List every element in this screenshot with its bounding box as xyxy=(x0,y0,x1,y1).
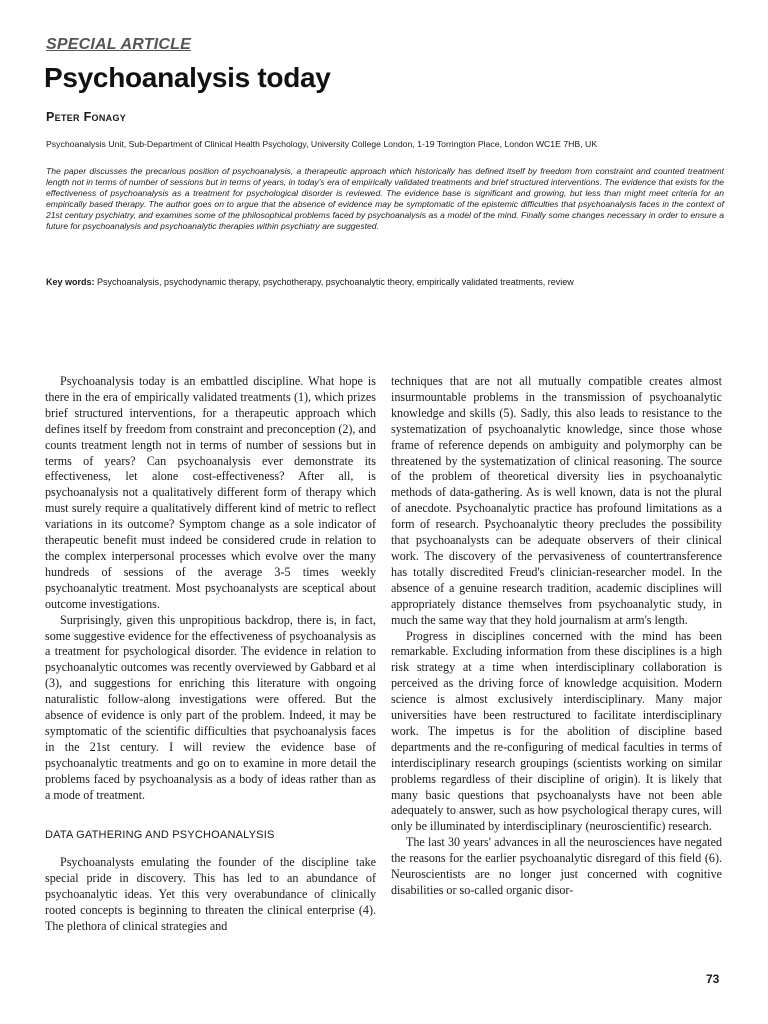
section-label: SPECIAL ARTICLE xyxy=(46,36,191,53)
article-title: Psychoanalysis today xyxy=(44,62,331,93)
author-affiliation: Psychoanalysis Unit, Sub-Department of Clinical Health Psychology, University College London, 1-19 Torrington Place, London WC1E 7HB, UK xyxy=(46,139,598,149)
author-name: Peter Fonagy xyxy=(46,110,127,124)
abstract: The paper discusses the precarious position of psychoanalysis, a therapeutic approach which historically has defined itself by freedom from constraint and counted treatment length not in terms of number of sessions but in terms of years, in today's era of empirically validated treatments and brief structured interventions. The evidence that exists for the effectiveness of psychoanalysis as a treatment for psychological disorder is reviewed. The evidence base is significant and growing, but less than might meet criteria for an empirically based therapy. The author goes on to argue that the absence of evidence may be symptomatic of the epistemic difficulties that psychoanalysis faces in the context of 21st century psychiatry, and examines some of the philosophical problems faced by psychoanalysis as a model of the mind. Finally some changes necessary in order to ensure a future for psychoanalysis and psychoanalytic therapies within psychiatry are suggested. xyxy=(46,166,724,231)
body-paragraph: Psychoanalysts emulating the founder of the discipline take special pride in discovery. This has led to an abundance of psychoanalytic ideas. Yet this very overabundance of clinically rooted concepts is beginning to threaten the clinical enterprise (4). The plethora of clinical strategies and xyxy=(45,855,376,933)
body-paragraph: Progress in disciplines concerned with the mind has been remarkable. Excluding information from these disciplines is a high risk strategy at a time when interdisciplinary collaboration is perceived as the driving force of knowledge acquisition. Modern science is almost exclusively interdisciplinary. Many major universities have been restructured to facilitate interdisciplinary work. The impetus is for the abolition of discipline based departments and the re-configuring of medical faculties in terms of interdisciplinary research groupings (scientists working on similar problems regardless of their discipline of origin). It is likely that many basic questions that psychoanalysts have not been able adequately to answer, such as how psychological therapy cures, will only be illuminated by interdisciplinary (neuroscientific) research. xyxy=(391,628,722,834)
keywords-label: Key words: xyxy=(46,277,95,287)
section-heading: DATA GATHERING AND PSYCHOANALYSIS xyxy=(45,829,275,842)
body-paragraph: Surprisingly, given this unpropitious backdrop, there is, in fact, some suggestive evidence for the effectiveness of psychoanalysis as a treatment for psychological disorder. The evidence in relation to psychoanalytic outcomes was recently overviewed by Gabbard et al (3), and suggestions for enriching this literature with ongoing naturalistic follow-along investigations were offered. But the absence of evidence is only part of the problem. Indeed, it may be symptomatic of the scientific difficulties that psychoanalysis faces in the 21st century. I will review the evidence base of psychoanalytic treatments and go on to examine in more detail the problems faced by psychoanalysis as a body of ideas rather than as a mode of treatment. xyxy=(45,612,376,802)
body-paragraph: The last 30 years' advances in all the neurosciences have negated the reasons for the earlier psychoanalytic disregard of this field (6). Neuroscientists are no longer just concerned with cognitive disabilities or so-called organic disor- xyxy=(391,835,722,897)
body-paragraph: Psychoanalysis today is an embattled discipline. What hope is there in the era of empirically validated treatments (1), which prizes brief structured interventions, for a therapeutic approach which defines itself by freedom from constraint and preconception (2), and counts treatment length not in terms of number of sessions but in terms of years? Can psychoanalysis ever demonstrate its effectiveness, let alone cost-effectiveness? After all, is psychoanalysis not a qualitatively different form of therapy which must surely require a qualitatively different kind of metric to reflect variations in its outcome? Symptom change as a sole indicator of therapeutic benefit must indeed be considered crude in relation to the complex interpersonal processes which evolve over the many hundreds of sessions of the average 3-5 times weekly psychoanalytic treatment. Most psychoanalysts are sceptical about outcome investigations. xyxy=(45,374,376,611)
keywords xyxy=(46,276,726,288)
body-column-right xyxy=(391,374,722,899)
body-paragraph: techniques that are not all mutually compatible creates almost insurmountable problems in the transmission of psychoanalytic knowledge and skills (5). Sadly, this also leads to resistance to the systematization of psychoanalytic knowledge, since those whose frame of reference depends on ambiguity and polymorphy can be threatened by the systematization of clinical reasoning. The source of the problem of theoretical diversity lies in psychoanalytic methods of data-gathering. As is well known, data is not the plural of anecdote. Psychoanalytic practice has profound limitations as a form of research. Psychoanalytic theory precludes the possibility that psychoanalysts can be adequate observers of their clinical work. The discovery of the pervasiveness of countertransference has totally discredited Freud's clinician-researcher model. In the absence of a genuine research tradition, academic disciplines will appropriately distance themselves from psychoanalytic study, in much the same way that they hold journalism at arm's length. xyxy=(391,374,722,627)
body-column-left xyxy=(45,374,376,935)
page-number: 73 xyxy=(706,972,720,986)
keywords-text: Psychoanalysis, psychodynamic therapy, psychotherapy, psychoanalytic theory, empirically validated treatments, review xyxy=(97,277,574,287)
